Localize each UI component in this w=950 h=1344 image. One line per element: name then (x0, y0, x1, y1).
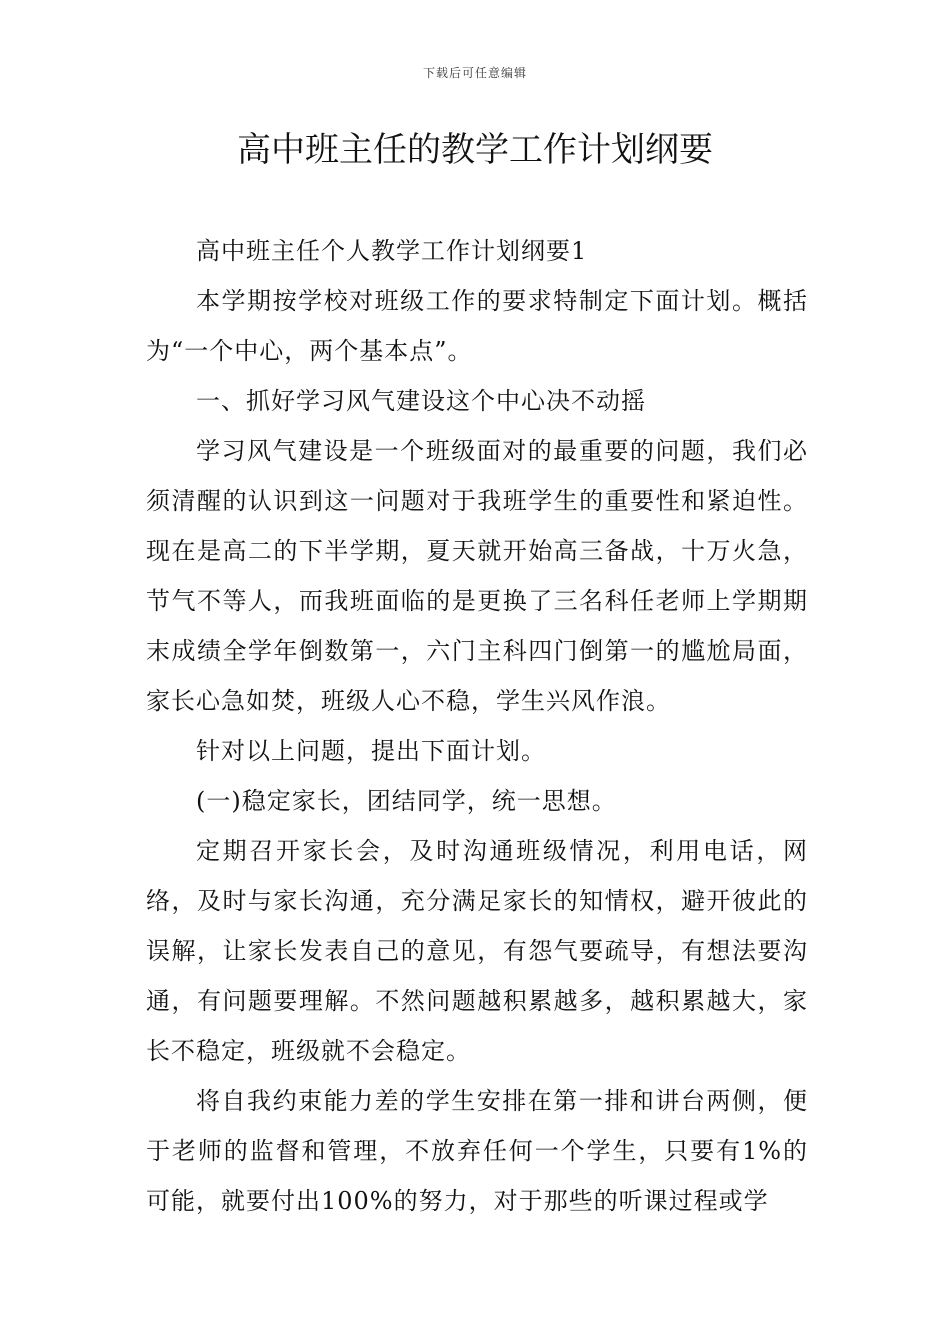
paragraph-heading-one: 一、抓好学习风气建设这个中心决不动摇 (196, 387, 646, 415)
paragraph-section-heading: 高中班主任个人教学工作计划纲要1 (196, 237, 588, 265)
paragraph-parent-meetings: 定期召开家长会，及时沟通班级情况，利用电话，网络，及时与家长沟通，充分满足家长的知情权，避开彼此的误解，让家长发表自己的意见，有怨气要疏导，有想法要沟通，有问题要理解。不然问题越积累越多，越积累越大，家长不稳定，班级就不会稳定。 (146, 837, 808, 1065)
paragraph-intro: 本学期按学校对班级工作的要求特制定下面计划。概括为“一个中心，两个基本点”。 (146, 287, 808, 365)
paragraph-study-atmosphere: 学习风气建设是一个班级面对的最重要的问题，我们必须清醒的认识到这一问题对于我班学生的重要性和紧迫性。现在是高二的下半学期，夏天就开始高三备战，十万火急，节气不等人，而我班面临的是更换了三名科任老师上学期期末成绩全学年倒数第一，六门主科四门倒第一的尴尬局面，家长心急如焚，班级人心不稳，学生兴风作浪。 (146, 437, 808, 715)
paragraph-seating: 将自我约束能力差的学生安排在第一排和讲台两侧，便于老师的监督和管理，不放弃任何一个学生，只要有1%的可能，就要付出100%的努力，对于那些的听课过程或学 (146, 1087, 808, 1215)
document-body (146, 226, 808, 1226)
paragraph-subheading-one: (一)稳定家长，团结同学，统一思想。 (196, 787, 617, 815)
header-note: 下载后可任意编辑 (422, 66, 527, 80)
paragraph-plan-intro: 针对以上问题，提出下面计划。 (196, 737, 546, 765)
document-title: 高中班主任的教学工作计划纲要 (237, 130, 713, 170)
